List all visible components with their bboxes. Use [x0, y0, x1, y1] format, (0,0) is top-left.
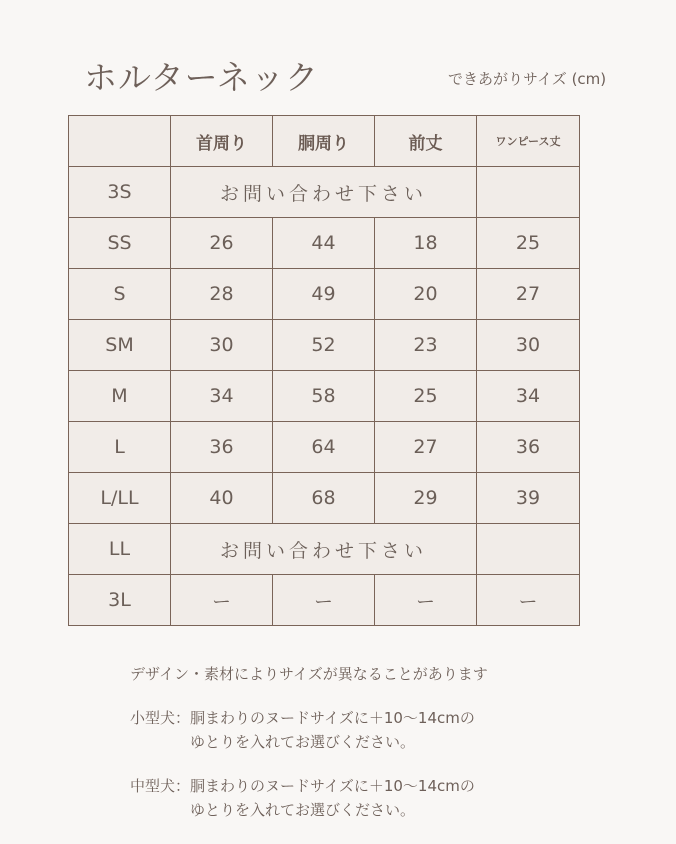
- table-row: [69, 167, 580, 218]
- value-cell: 30: [171, 320, 273, 371]
- table-row: [69, 473, 580, 524]
- table-row: [69, 320, 580, 371]
- value-cell: 27: [477, 269, 580, 320]
- value-cell: 18: [375, 218, 477, 269]
- value-cell: 36: [477, 422, 580, 473]
- notes-section: [130, 662, 488, 822]
- size-cell: 3L: [69, 575, 171, 626]
- value-cell: 40: [171, 473, 273, 524]
- value-cell: 28: [171, 269, 273, 320]
- header-front-length: 前丈: [375, 116, 477, 167]
- medium-dog-label: 中型犬：: [130, 777, 191, 795]
- table-row: [69, 575, 580, 626]
- value-cell: 27: [375, 422, 477, 473]
- size-cell: L/LL: [69, 473, 171, 524]
- table-row: [69, 269, 580, 320]
- value-cell: 29: [375, 473, 477, 524]
- medium-dog-line1: 胴まわりのヌードサイズに＋10〜14cmの: [190, 777, 475, 795]
- value-cell: 39: [477, 473, 580, 524]
- unit-label: できあがりサイズ (cm): [448, 70, 607, 88]
- medium-dog-note: [130, 774, 488, 822]
- header-neck: 首周り: [171, 116, 273, 167]
- small-dog-label: 小型犬：: [130, 709, 191, 727]
- value-cell: [477, 167, 580, 218]
- value-cell: 23: [375, 320, 477, 371]
- table-row: [69, 524, 580, 575]
- size-cell: LL: [69, 524, 171, 575]
- value-cell: 64: [273, 422, 375, 473]
- size-cell: SS: [69, 218, 171, 269]
- size-table: [68, 115, 580, 626]
- value-cell: 58: [273, 371, 375, 422]
- small-dog-note: [130, 706, 488, 754]
- value-cell: ー: [273, 575, 375, 626]
- header-chest: 胴周り: [273, 116, 375, 167]
- table-row: [69, 218, 580, 269]
- value-cell: 68: [273, 473, 375, 524]
- value-cell: ー: [477, 575, 580, 626]
- page-title: ホルターネック: [84, 58, 320, 97]
- small-dog-line2: ゆとりを入れてお選びください。: [190, 733, 416, 751]
- size-cell: SM: [69, 320, 171, 371]
- table-row: [69, 371, 580, 422]
- size-cell: L: [69, 422, 171, 473]
- medium-dog-text: [190, 774, 475, 822]
- size-cell: S: [69, 269, 171, 320]
- small-dog-line1: 胴まわりのヌードサイズに＋10〜14cmの: [190, 709, 475, 727]
- value-cell: 20: [375, 269, 477, 320]
- table-header-row: [69, 116, 580, 167]
- value-cell: ー: [375, 575, 477, 626]
- value-cell: 44: [273, 218, 375, 269]
- size-cell: M: [69, 371, 171, 422]
- size-cell: 3S: [69, 167, 171, 218]
- value-cell: 34: [171, 371, 273, 422]
- header-onepiece-length: ワンピース丈: [477, 116, 580, 167]
- value-cell: [477, 524, 580, 575]
- contact-cell: お問い合わせ下さい: [171, 524, 477, 575]
- value-cell: ー: [171, 575, 273, 626]
- value-cell: 30: [477, 320, 580, 371]
- value-cell: 34: [477, 371, 580, 422]
- contact-cell: お問い合わせ下さい: [171, 167, 477, 218]
- value-cell: 52: [273, 320, 375, 371]
- small-dog-text: [190, 706, 475, 754]
- value-cell: 25: [375, 371, 477, 422]
- table-row: [69, 422, 580, 473]
- value-cell: 25: [477, 218, 580, 269]
- header-cell-empty: [69, 116, 171, 167]
- value-cell: 26: [171, 218, 273, 269]
- value-cell: 49: [273, 269, 375, 320]
- medium-dog-line2: ゆとりを入れてお選びください。: [190, 801, 416, 819]
- value-cell: 36: [171, 422, 273, 473]
- disclaimer-text: デザイン・素材によりサイズが異なることがあります: [130, 665, 488, 683]
